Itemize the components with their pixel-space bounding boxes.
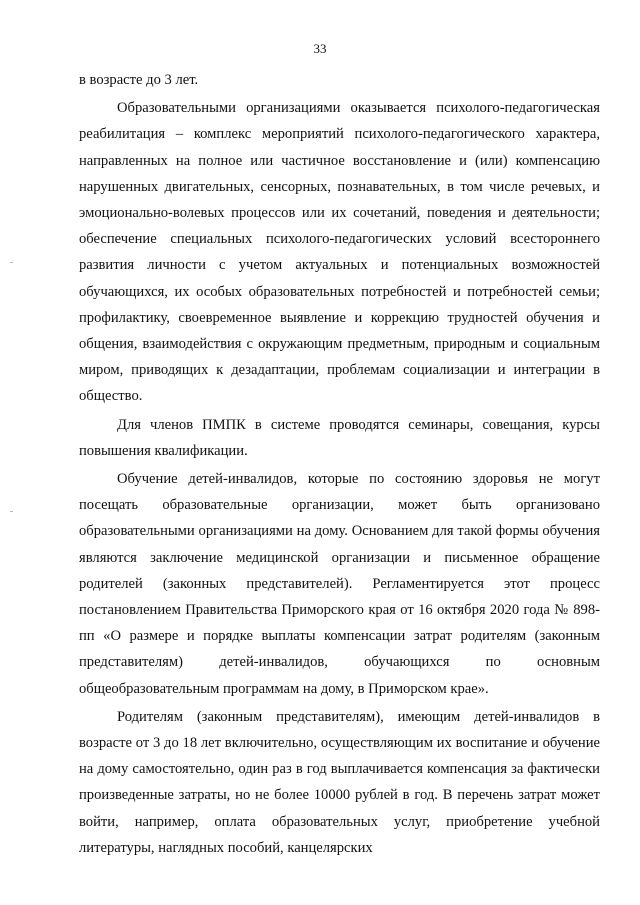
scan-margin-mark [10, 262, 13, 263]
paragraph: в возрасте до 3 лет. [79, 72, 199, 88]
paragraph: Родителям (законным представителям), имеющим детей-инвалидов в возрасте от 3 до 18 лет включительно, осуществляющим их воспитание и обучение на дому самостоятельно, один раз в год выплачивается компенсация за фактически произведенные затраты, но не более 10000 рублей в год. В перечень затрат может войти, например, оплата образовательных услуг, приобретение учебной литературы, наглядных пособий, канцелярских [79, 708, 600, 856]
scan-margin-mark [10, 511, 13, 512]
body-text [79, 67, 600, 861]
paragraph: Образовательными организациями оказывается психолого-педагогическая реабилитация – комплекс мероприятий психолого-педагогического характера, направленных на полное или частичное восстановление и (или) компенсацию нарушенных двигательных, сенсорных, познавательных, в том числе речевых, и эмоционально-волевых процессов или их сочетаний, поведения и деятельности; обеспечение специальных психолого-педагогических условий всестороннего развития личности с учетом актуальных и потенциальных возможностей обучающихся, их особых образовательных потребностей и потребностей семьи; профилактику, своевременное выявление и коррекцию трудностей обучения и общения, взаимодействия с окружающим предметным, природным и социальным миром, приводящих к дезадаптации, проблемам социализации и интеграции в общество. [79, 100, 600, 405]
paragraph: Обучение детей-инвалидов, которые по состоянию здоровья не могут посещать образовательные организации, может быть организовано образовательными организациями на дому. Основанием для такой формы обучения являются заключение медицинской организации и письменное обращение родителей (законных представителей). Регламентируется этот процесс постановлением Правительства Приморского края от 16 октября 2020 года № 898-пп «О размере и порядке выплаты компенсации затрат родителям (законным представителям) детей-инвалидов, обучающихся по основным общеобразовательным программам на дому, в Приморском крае». [79, 471, 600, 697]
page-number: 33 [313, 41, 327, 56]
paragraph: Для членов ПМПК в системе проводятся семинары, совещания, курсы повышения квалификации. [79, 416, 600, 459]
